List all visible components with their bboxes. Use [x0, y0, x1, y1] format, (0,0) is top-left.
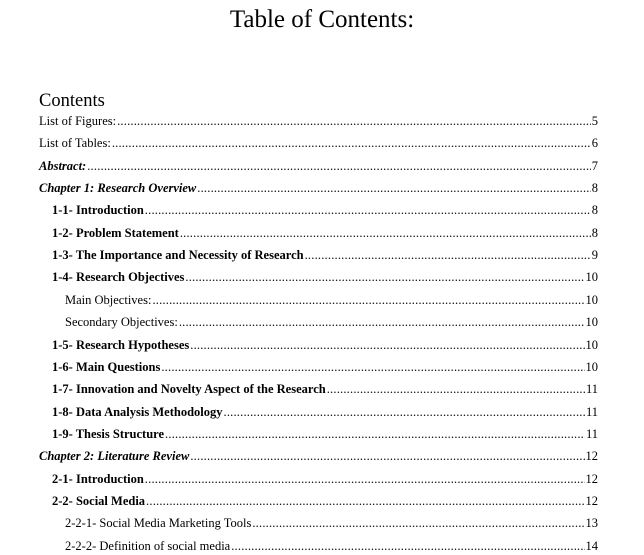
- toc-entry-page-number: 7: [591, 158, 598, 173]
- toc-entry-page-number: 6: [591, 136, 598, 151]
- toc-entry-page-number: 10: [585, 337, 598, 352]
- toc-entry-page-number: 12: [585, 449, 598, 464]
- toc-entry-label: Chapter 1: Research Overview: [39, 181, 197, 196]
- toc-entry-label: 2-2-2- Definition of social media: [65, 538, 231, 553]
- toc-entry[interactable]: [52, 201, 598, 219]
- toc-entry-label: 1-3- The Importance and Necessity of Research: [52, 248, 304, 263]
- toc-entry[interactable]: [52, 403, 598, 421]
- toc-entry[interactable]: [52, 425, 598, 443]
- toc-entry[interactable]: [52, 470, 598, 488]
- contents-heading: Contents: [39, 91, 105, 111]
- toc-entry-label: List of Figures:: [39, 114, 117, 128]
- toc-entry-label: Secondary Objectives:: [65, 315, 178, 330]
- toc-entry-page-number: 5: [591, 114, 598, 128]
- toc-entry[interactable]: [52, 336, 598, 354]
- dot-leader: [327, 380, 585, 398]
- toc-entry-label: List of Tables:: [39, 136, 111, 151]
- toc-entry[interactable]: [52, 358, 598, 376]
- toc-entry-page-number: 11: [585, 382, 598, 397]
- toc-entry-page-number: 12: [585, 493, 598, 508]
- toc-entry-page-number: 11: [585, 404, 598, 419]
- toc-entry-page-number: 8: [591, 225, 598, 240]
- toc-entry-label: 1-2- Problem Statement: [52, 225, 179, 240]
- toc-entry-page-number: 10: [585, 270, 598, 285]
- toc-entry-page-number: 13: [585, 516, 598, 531]
- toc-entry-label: 1-7- Innovation and Novelty Aspect of the Research: [52, 382, 326, 397]
- toc-entry-label: Main Objectives:: [65, 292, 152, 307]
- toc-entry[interactable]: [65, 537, 598, 555]
- toc-entry[interactable]: [52, 246, 598, 264]
- dot-leader: [117, 112, 591, 130]
- toc-entry-label: Abstract:: [39, 158, 87, 173]
- toc-entry-label: 2-2- Social Media: [52, 493, 146, 508]
- dot-leader: [161, 358, 584, 376]
- toc-entry-label: 1-5- Research Hypotheses: [52, 337, 190, 352]
- page-title: Table of Contents:: [229, 6, 415, 33]
- toc-entry[interactable]: [65, 514, 598, 532]
- dot-leader: [165, 425, 585, 443]
- toc-entry-page-number: 14: [585, 538, 598, 553]
- toc-entry-label: 1-6- Main Questions: [52, 359, 161, 374]
- toc-entry-label: 2-1- Introduction: [52, 471, 144, 486]
- toc-entry-label: 1-1- Introduction: [52, 203, 144, 218]
- dot-leader: [146, 492, 584, 510]
- dot-leader: [224, 403, 585, 421]
- dot-leader: [231, 537, 584, 555]
- toc-entry-page-number: 12: [585, 471, 598, 486]
- toc-entry-page-number: 11: [585, 426, 598, 441]
- dot-leader: [190, 447, 584, 465]
- toc-entry[interactable]: [52, 224, 598, 242]
- dot-leader: [185, 268, 584, 286]
- dot-leader: [112, 134, 591, 152]
- dot-leader: [152, 291, 584, 309]
- toc-entry[interactable]: [52, 492, 598, 510]
- dot-leader: [145, 201, 591, 219]
- dot-leader: [190, 336, 584, 354]
- toc-entry[interactable]: [39, 179, 598, 197]
- toc-entry-label: 1-4- Research Objectives: [52, 270, 185, 285]
- dot-leader: [179, 313, 585, 331]
- toc-entry-page-number: 9: [591, 248, 598, 263]
- toc-entry[interactable]: [39, 112, 598, 130]
- toc-entry[interactable]: [39, 447, 598, 465]
- dot-leader: [87, 157, 591, 175]
- toc-entry-page-number: 10: [585, 315, 598, 330]
- toc-entry-label: 2-2-1- Social Media Marketing Tools: [65, 516, 252, 531]
- toc-entry-page-number: 10: [585, 292, 598, 307]
- toc-entry-page-number: 8: [591, 203, 598, 218]
- toc-entry-page-number: 8: [591, 181, 598, 196]
- toc-entry[interactable]: [39, 134, 598, 152]
- toc-entry-label: 1-8- Data Analysis Methodology: [52, 404, 223, 419]
- toc-entry[interactable]: [52, 380, 598, 398]
- toc-entry-page-number: 10: [585, 359, 598, 374]
- dot-leader: [180, 224, 591, 242]
- dot-leader: [197, 179, 590, 197]
- toc-entry-label: 1-9- Thesis Structure: [52, 426, 165, 441]
- dot-leader: [252, 514, 584, 532]
- toc-entry-label: Chapter 2: Literature Review: [39, 449, 190, 464]
- dot-leader: [305, 246, 591, 264]
- toc-entry[interactable]: [52, 268, 598, 286]
- toc-entry[interactable]: [65, 291, 598, 309]
- toc-entry[interactable]: [65, 313, 598, 331]
- toc-entry[interactable]: [39, 157, 598, 175]
- dot-leader: [145, 470, 585, 488]
